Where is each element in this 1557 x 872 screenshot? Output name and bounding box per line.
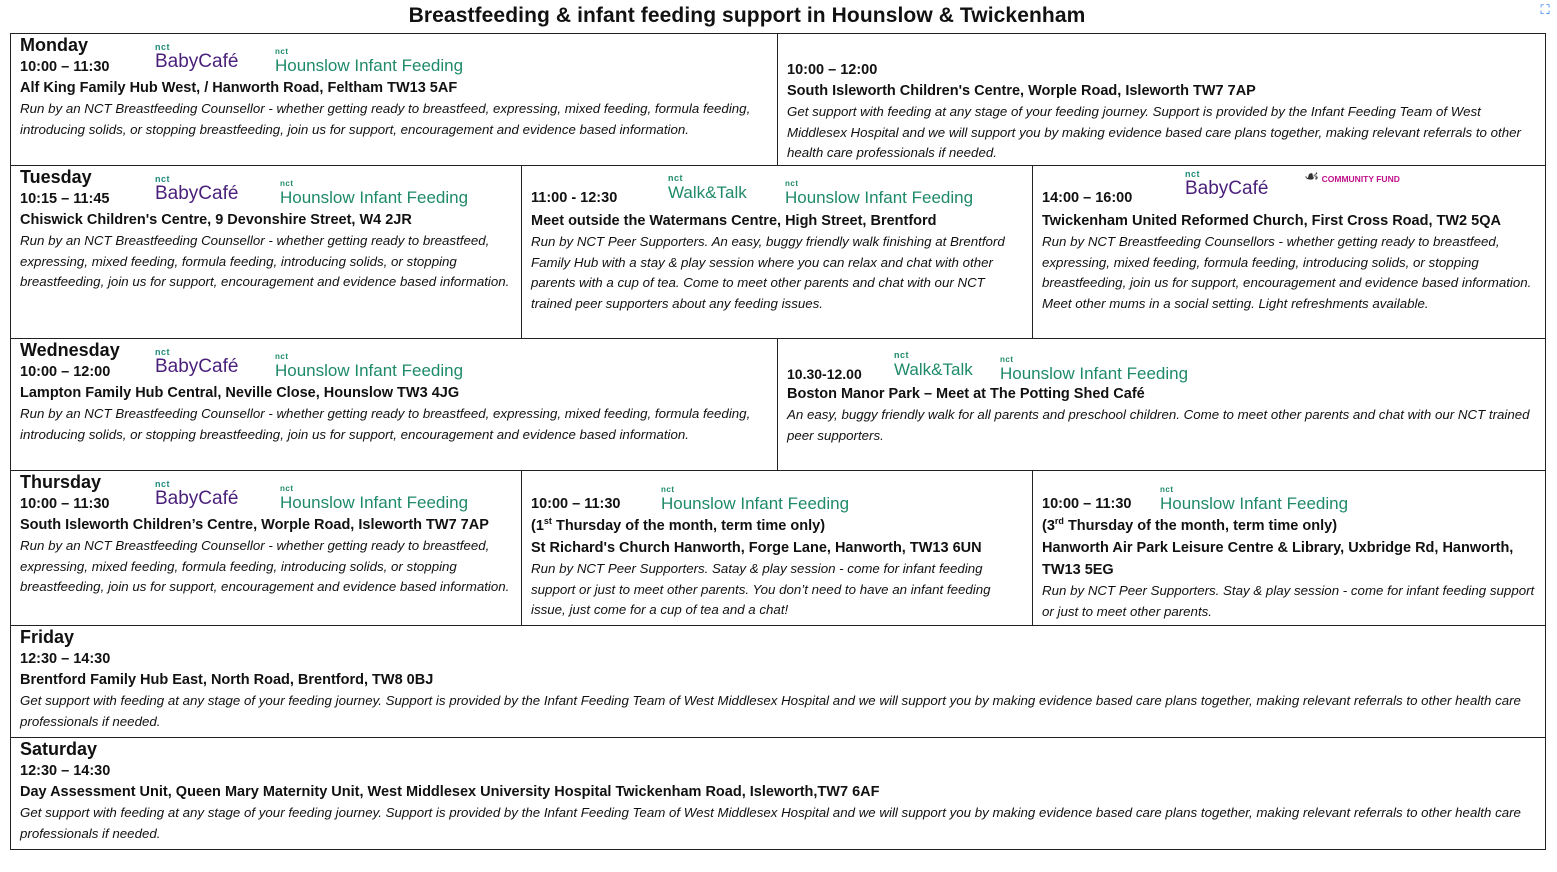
day-label: Monday bbox=[20, 35, 89, 55]
session-time: 11:00 - 12:30 bbox=[531, 190, 618, 206]
tuesday-session-3 bbox=[1033, 166, 1546, 339]
schedule-table bbox=[10, 33, 1546, 850]
session-description: Get support with feeding at any stage of your feeding journey. Support is provided by the Infant Feeding Team of West Middlesex Hospital and we will support you by making evidence based care plans together, making relevant referrals to other health care professionals if needed. bbox=[20, 693, 1521, 729]
hounslow-infant-feeding-logo: nct Hounslow Infant Feeding bbox=[785, 179, 974, 207]
monday-session-2 bbox=[778, 34, 1546, 166]
session-location: Hanworth Air Park Leisure Centre & Library, Uxbridge Rd, Hanworth, TW13 5EG bbox=[1042, 540, 1514, 578]
hounslow-infant-feeding-logo: nct Hounslow Infant Feeding bbox=[661, 485, 850, 513]
tuesday-row bbox=[11, 166, 1546, 339]
community-fund-logo: ☙ COMMUNITY FUND bbox=[1304, 167, 1400, 186]
session-description: Run by NCT Breastfeeding Counsellors - whether getting ready to breastfeed, expressing, mixed feeding, formula feeding, introducing solids, or stopping breastfeeding, join us for support, encouragement and evidence based information. Meet other mums in a social setting. Light refreshments available. bbox=[1042, 234, 1532, 311]
session-description: An easy, buggy friendly walk for all parents and preschool children. Come to meet other parents and chat with our NCT trained peer supporters. bbox=[787, 407, 1530, 443]
day-label: Wednesday bbox=[20, 340, 120, 360]
babycafe-logo: nct BabyCafé bbox=[1185, 169, 1269, 199]
friday-row bbox=[11, 626, 1546, 738]
walk-talk-logo: nct Walk&Talk bbox=[894, 350, 973, 379]
session-location: Lampton Family Hub Central, Neville Close, Hounslow TW3 4JG bbox=[20, 385, 460, 401]
session-time: 10:00 – 12:00 bbox=[787, 62, 878, 78]
session-description: Run by an NCT Breastfeeding Counsellor - whether getting ready to breastfeed, expressing, mixed feeding, formula feeding, introducing solids, or stopping breastfeeding, join us for support, encouragement and evidence based information. bbox=[20, 101, 751, 137]
session-location: Day Assessment Unit, Queen Mary Maternity Unit, West Middlesex University Hospital Twickenham Road, Isleworth,TW7 6AF bbox=[20, 784, 880, 800]
session-location: Boston Manor Park – Meet at The Potting Shed Café bbox=[787, 386, 1145, 402]
session-location: South Isleworth Children’s Centre, Worple Road, Isleworth TW7 7AP bbox=[20, 517, 489, 533]
babycafe-logo: nct BabyCafé bbox=[155, 42, 239, 72]
session-time: 10:00 – 11:30 bbox=[531, 496, 621, 512]
page-title: Breastfeeding & infant feeding support in Hounslow & Twickenham bbox=[408, 4, 1086, 27]
tuesday-session-2 bbox=[522, 166, 1033, 339]
friday-session bbox=[11, 626, 1546, 738]
session-description: Get support with feeding at any stage of your feeding journey. Support is provided by the Infant Feeding Team of West Middlesex Hospital and we will support you by making evidence based care plans together, making relevant referrals to other health care professionals if needed. bbox=[787, 104, 1521, 161]
babycafe-logo: nct BabyCafé bbox=[155, 479, 239, 509]
session-description: Run by an NCT Breastfeeding Counsellor - whether getting ready to breastfeed, expressing, mixed feeding, formula feeding, introducing solids, or stopping breastfeeding, join us for support, encouragement and evidence based information. bbox=[20, 538, 510, 595]
wednesday-session-2 bbox=[778, 339, 1546, 471]
hounslow-infant-feeding-logo: nct Hounslow Infant Feeding bbox=[1160, 485, 1349, 513]
thursday-row bbox=[11, 471, 1546, 626]
hounslow-infant-feeding-logo: nct Hounslow Infant Feeding bbox=[275, 47, 464, 75]
session-description: Run by an NCT Breastfeeding Counsellor - whether getting ready to breastfeed, expressing, mixed feeding, formula feeding, introducing solids, or stopping breastfeeding, join us for support, encouragement and evidence based information. bbox=[20, 406, 751, 442]
session-time: 10:00 – 11:30 bbox=[20, 59, 110, 75]
session-description: Run by an NCT Breastfeeding Counsellor - whether getting ready to breastfeed, expressing, mixed feeding, formula feeding, introducing solids, or stopping breastfeeding, join us for support, encouragement and evidence based information. bbox=[20, 233, 510, 290]
hounslow-infant-feeding-logo: nct Hounslow Infant Feeding bbox=[280, 179, 469, 207]
session-time: 14:00 – 16:00 bbox=[1042, 190, 1133, 206]
hounslow-infant-feeding-logo: nct Hounslow Infant Feeding bbox=[1000, 355, 1189, 383]
session-description: Run by NCT Peer Supporters. Satay & play session - come for infant feeding support or just to meet other parents. You don’t need to have an infant feeding issue, just come for a cup of tea and a chat! bbox=[531, 561, 991, 618]
walk-talk-logo: nct Walk&Talk bbox=[668, 173, 747, 202]
session-location: Twickenham United Reformed Church, First Cross Road, TW2 5QA bbox=[1042, 213, 1501, 229]
babycafe-logo: nct BabyCafé bbox=[155, 347, 239, 377]
babycafe-logo: nct BabyCafé bbox=[155, 174, 239, 204]
session-time: 10:00 – 12:00 bbox=[20, 364, 111, 380]
session-time: 12:30 – 14:30 bbox=[20, 651, 111, 667]
session-when: (1st Thursday of the month, term time only) bbox=[531, 516, 826, 534]
session-description: Run by NCT Peer Supporters. An easy, buggy friendly walk finishing at Brentford Family Hub with a stay & play session where you can relax and chat with other parents with a cup of tea. Come to meet other parents and chat with our NCT trained peer supporters about any feeding issues. bbox=[531, 234, 1005, 311]
session-location: Meet outside the Watermans Centre, High Street, Brentford bbox=[531, 213, 937, 229]
session-description: Get support with feeding at any stage of your feeding journey. Support is provided by the Infant Feeding Team of West Middlesex Hospital and we will support you by making evidence based care plans together, making relevant referrals to other health care professionals if needed. bbox=[20, 805, 1521, 841]
saturday-row bbox=[11, 738, 1546, 850]
session-time: 10.30-12.00 bbox=[787, 366, 862, 382]
monday-session-1 bbox=[11, 34, 778, 166]
thursday-session-3 bbox=[1033, 471, 1546, 626]
session-time: 12:30 – 14:30 bbox=[20, 763, 111, 779]
session-time: 10:00 – 11:30 bbox=[20, 496, 110, 512]
day-label: Tuesday bbox=[20, 167, 92, 187]
saturday-session bbox=[11, 738, 1546, 850]
session-location: Brentford Family Hub East, North Road, Brentford, TW8 0BJ bbox=[20, 672, 434, 688]
screenshot-icon[interactable]: ⛶ bbox=[1540, 2, 1550, 17]
day-label: Thursday bbox=[20, 472, 102, 492]
hounslow-infant-feeding-logo: nct Hounslow Infant Feeding bbox=[275, 352, 464, 380]
wednesday-row bbox=[11, 339, 1546, 471]
thursday-session-1 bbox=[11, 471, 522, 626]
hounslow-infant-feeding-logo: nct Hounslow Infant Feeding bbox=[280, 484, 469, 512]
session-location: St Richard's Church Hanworth, Forge Lane, Hanworth, TW13 6UN bbox=[531, 540, 982, 556]
wednesday-session-1 bbox=[11, 339, 778, 471]
session-description: Run by NCT Peer Supporters. Stay & play session - come for infant feeding support or just to meet other parents. bbox=[1042, 583, 1535, 619]
day-label: Friday bbox=[20, 627, 75, 647]
session-when: (3rd Thursday of the month, term time only) bbox=[1042, 516, 1338, 534]
session-time: 10:15 – 11:45 bbox=[20, 191, 110, 207]
tuesday-session-1 bbox=[11, 166, 522, 339]
session-time: 10:00 – 11:30 bbox=[1042, 496, 1132, 512]
session-location: Chiswick Children's Centre, 9 Devonshire Street, W4 2JR bbox=[20, 212, 412, 228]
knot-icon: ☙ bbox=[1304, 167, 1320, 186]
thursday-session-2 bbox=[522, 471, 1033, 626]
session-location: Alf King Family Hub West, / Hanworth Road, Feltham TW13 5AF bbox=[20, 80, 458, 96]
day-label: Saturday bbox=[20, 739, 98, 759]
session-location: South Isleworth Children's Centre, Worple Road, Isleworth TW7 7AP bbox=[787, 83, 1256, 99]
monday-row bbox=[11, 34, 1546, 166]
